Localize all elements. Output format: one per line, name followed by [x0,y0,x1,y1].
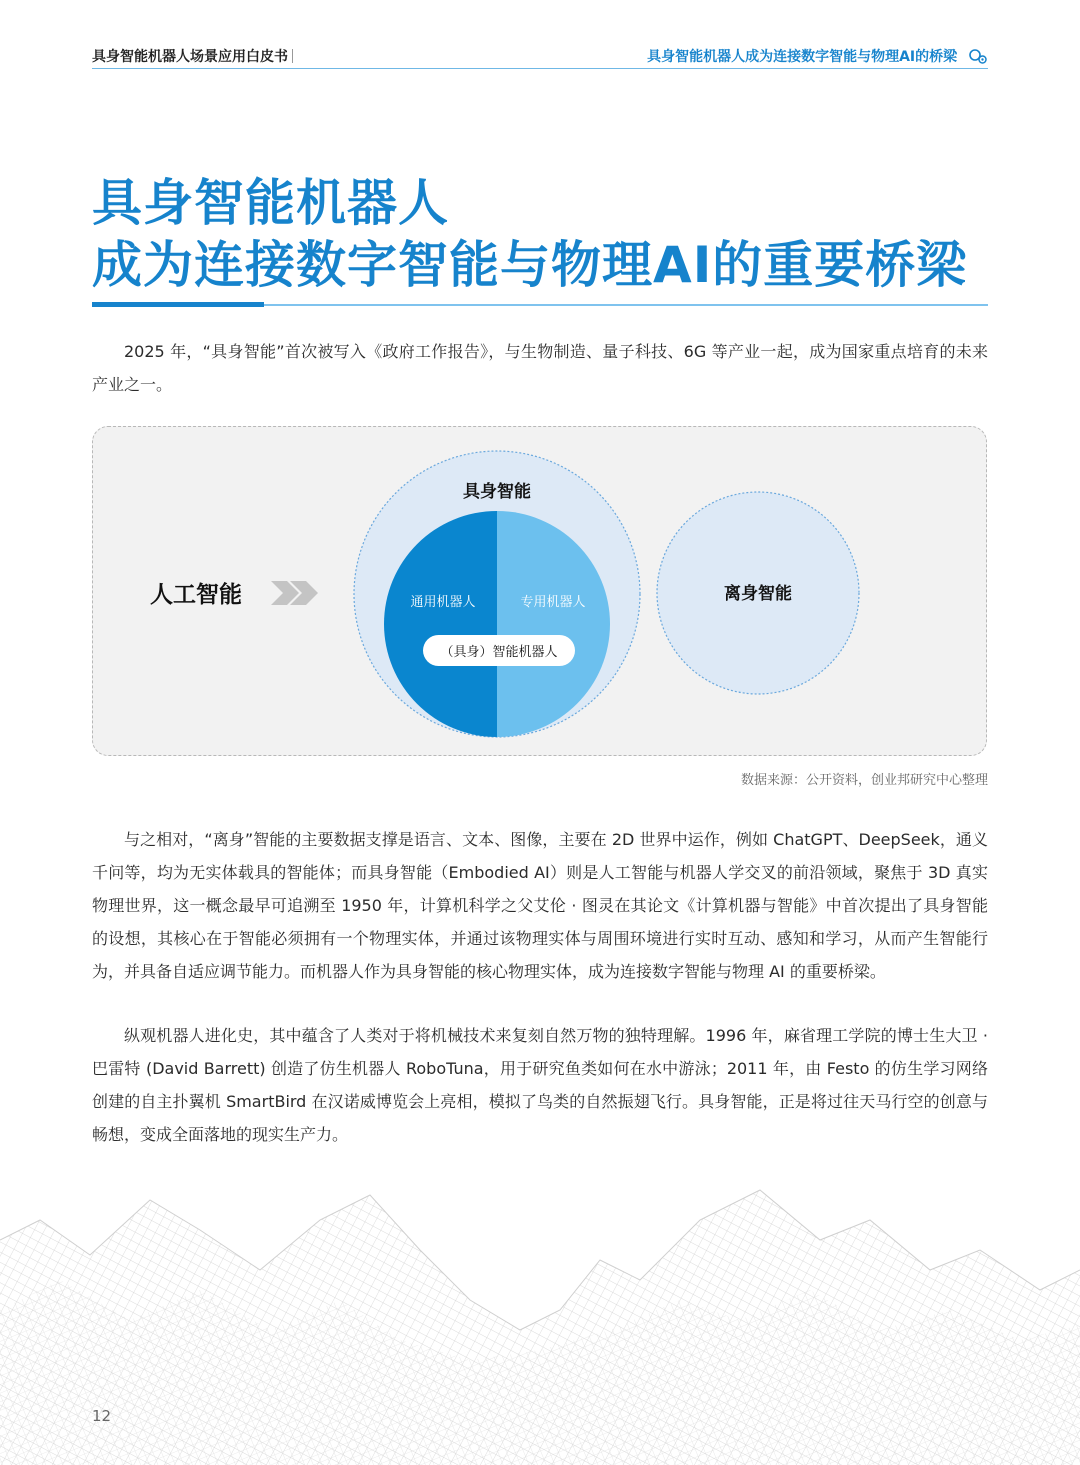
gear-icon [968,47,988,65]
intro-paragraph: 2025 年，“具身智能”首次被写入《政府工作报告》，与生物制造、量子科技、6G 等产业一起，成为国家重点培育的未来产业之一。 [92,342,988,394]
title-line-1: 具身智能机器人 [92,174,449,232]
body-paragraph-2: 纵观机器人进化史，其中蕴含了人类对于将机械技术来复刻自然万物的独特理解。1996 年，麻省理工学院的博士生大卫 · 巴雷特 (David Barrett) 创造了仿生机器人 RoboTuna，用于研究鱼类如何在水中游泳；2011 年，由 Festo 的仿生学习网络创建的自主扑翼机 SmartBird 在汉诺威博览会上亮相，模拟了鸟类的自然振翅飞行。具身智能，正是将过往天马行空的创意与畅想，变成全面落地的现实生产力。 [92,1026,988,1144]
embodied-label: 具身智能 [463,482,531,502]
header-chapter-title: 具身智能机器人成为连接数字智能与物理AI的桥梁 [647,46,988,66]
title-underline-accent [92,302,264,307]
figure-source: 数据来源：公开资料，创业邦研究中心整理 [740,773,988,788]
double-chevron-right-icon [271,581,318,605]
decorative-mountains [0,1160,1080,1465]
disembodied-label: 离身智能 [724,584,792,604]
body-paragraph-1: 与之相对，“离身”智能的主要数据支撑是语言、文本、图像，主要在 2D 世界中运作，例如 ChatGPT、DeepSeek，通义千问等，均为无实体载具的智能体；而具身智能（Embodied AI）则是人工智能与机器人学交叉的前沿领域，聚焦于 3D 真实物理世界，这一概念最早可追溯至 1950 年，计算机科学之父艾伦 · 图灵在其论文《计算机器与智能》中首次提出了具身智能的设想，其核心在于智能必须拥有一个物理实体，并通过该物理实体与周围环境进行实时互动、感知和学习，从而产生智能行为，并具备自适应调节能力。而机器人作为具身智能的核心物理实体，成为连接数字智能与物理 AI 的重要桥梁。 [92,830,988,981]
running-header [92,40,988,69]
ai-label: 人工智能 [150,582,242,608]
general-robot-label: 通用机器人 [410,595,476,610]
title-line-2: 成为连接数字智能与物理AI的重要桥梁 [92,236,968,294]
header-book-title: 具身智能机器人场景应用白皮书 [92,46,293,66]
special-robot-label: 专用机器人 [520,595,586,610]
page-title [92,172,992,296]
title-underline [92,304,988,306]
intelligent-robot-label: （具身）智能机器人 [440,645,558,660]
header-divider [292,49,293,63]
page-number: 12 [92,1407,112,1425]
concept-diagram [92,426,987,756]
